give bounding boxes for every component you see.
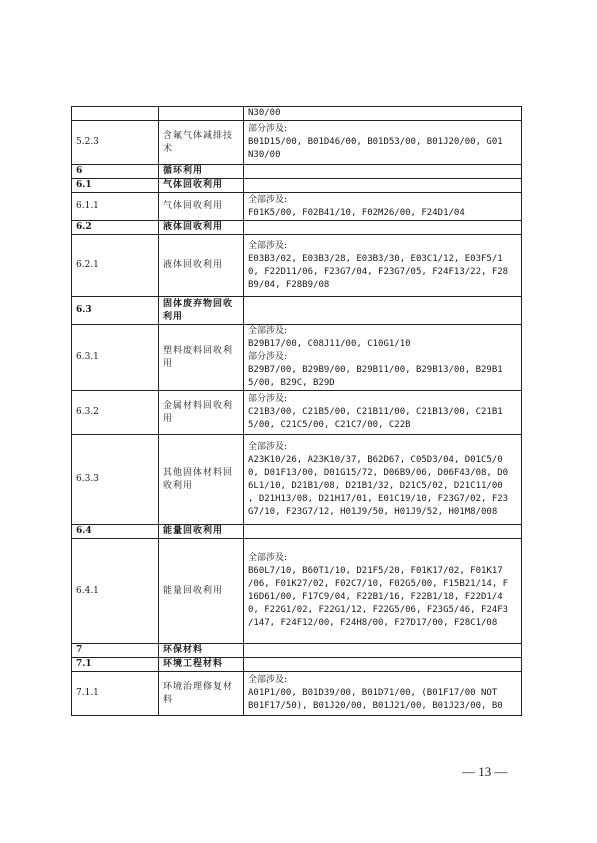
row-code: 6.2.1: [72, 235, 159, 297]
row-code: 6.1: [72, 179, 159, 193]
code-line: G7/10, F23G7/12, H01J9/50, H01J9/52, H01M8/008: [248, 506, 498, 517]
scope-label: 全部涉及:: [248, 194, 288, 205]
table-row: [72, 325, 522, 391]
table-row: [72, 107, 522, 121]
table-row: [72, 644, 522, 658]
code-line: 6L1/10, D21B1/08, D21B1/32, D21C5/02, D21C11/00: [248, 480, 503, 491]
row-classification-codes: [244, 644, 522, 658]
code-line: B01F17/50), B01J20/00, B01J21/00, B01J23/00, B0: [248, 701, 503, 711]
code-line: , D21H13/08, D21H17/01, E01C19/10, F23G7/02, F23: [248, 493, 509, 504]
table-row: [72, 297, 522, 325]
scope-label: 全部涉及:: [248, 240, 288, 251]
scope-label: 部分涉及:: [248, 394, 288, 404]
code-line: 0, F22D11/06, F23G7/04, F23G7/05, F24F13/22, F28: [248, 266, 509, 277]
code-line: B9/04, F28B9/08: [248, 279, 330, 290]
table-row: [72, 539, 522, 644]
row-classification-codes: [244, 193, 522, 221]
code-line: N30/00: [248, 108, 281, 118]
scope-label: 部分涉及:: [248, 352, 288, 362]
code-line: 16D61/00, F17C9/04, F22B1/16, F22B1/18, F22D1/4: [248, 592, 503, 602]
row-code: 7: [72, 644, 159, 658]
code-line: 5/00, C21C5/00, C21C7/00, C22B: [248, 420, 411, 430]
table-row: [72, 672, 522, 716]
row-code: 6.2: [72, 221, 159, 235]
table-row: [72, 179, 522, 193]
row-code: 7.1: [72, 658, 159, 672]
code-line: B29B17/00, C08J11/00, C10G1/10: [248, 339, 411, 349]
row-classification-codes: [244, 672, 522, 716]
code-line: /06, F01K27/02, F02C7/10, F02G5/00, F15B21/14, F: [248, 579, 509, 589]
table-row: [72, 658, 522, 672]
row-code: 6.3.2: [72, 391, 159, 435]
row-classification-codes: [244, 658, 522, 672]
scope-label: 全部涉及:: [248, 675, 288, 685]
row-classification-codes: [244, 235, 522, 297]
row-category-name: 固体废弃物回收利用: [159, 297, 244, 325]
scope-label: 全部涉及:: [248, 441, 288, 452]
scope-label: 部分涉及:: [248, 124, 288, 134]
table-row: [72, 391, 522, 435]
row-classification-codes: [244, 179, 522, 193]
row-category-name: 液体回收利用: [159, 235, 244, 297]
table-row: [72, 121, 522, 165]
row-code: 6.1.1: [72, 193, 159, 221]
table-row: [72, 525, 522, 539]
row-code: 6: [72, 165, 159, 179]
code-line: A01P1/00, B01D39/00, B01D71/00, (B01F17/00 NOT: [248, 688, 498, 698]
table-row: [72, 165, 522, 179]
row-code: 5.2.3: [72, 121, 159, 165]
row-category-name: [159, 107, 244, 121]
row-classification-codes: [244, 107, 522, 121]
code-line: A23K10/26, A23K10/37, B62D67, C05D3/04, D01C5/0: [248, 454, 503, 465]
code-line: C21B3/00, C21B5/00, C21B11/00, C21B13/00, C21B1: [248, 407, 503, 417]
row-code: [72, 107, 159, 121]
row-category-name: 塑料废料回收利用: [159, 325, 244, 391]
row-code: 6.4: [72, 525, 159, 539]
row-classification-codes: [244, 325, 522, 391]
row-classification-codes: [244, 435, 522, 525]
row-classification-codes: [244, 539, 522, 644]
row-classification-codes: [244, 391, 522, 435]
table-row: [72, 193, 522, 221]
code-line: 5/00, B29C, B29D: [248, 378, 335, 388]
row-category-name: 能量回收利用: [159, 539, 244, 644]
row-code: 6.3.3: [72, 435, 159, 525]
code-line: F01K5/00, F02B41/10, F02M26/00, F24D1/04: [248, 207, 465, 218]
row-classification-codes: [244, 121, 522, 165]
page-number: — 13 —: [462, 764, 508, 779]
row-category-name: 气体回收利用: [159, 193, 244, 221]
scope-label: 全部涉及:: [248, 553, 288, 563]
scope-label: 全部涉及:: [248, 326, 288, 336]
row-category-name: 环境工程材料: [159, 658, 244, 672]
row-classification-codes: [244, 221, 522, 235]
code-line: B60L7/10, B60T1/10, D21F5/20, F01K17/02, F01K17: [248, 566, 503, 576]
table-row: [72, 221, 522, 235]
row-code: 6.3: [72, 297, 159, 325]
row-classification-codes: [244, 297, 522, 325]
row-code: 7.1.1: [72, 672, 159, 716]
code-line: 0, D01F13/00, D01G15/72, D06B9/06, D06F43/08, D0: [248, 467, 509, 478]
classification-table: [71, 106, 522, 716]
row-category-name: 能量回收利用: [159, 525, 244, 539]
row-category-name: 气体回收利用: [159, 179, 244, 193]
row-classification-codes: [244, 525, 522, 539]
table-row: [72, 435, 522, 525]
row-category-name: 循环利用: [159, 165, 244, 179]
code-line: 0, F22G1/02, F22G1/12, F22G5/06, F23G5/46, F24F3: [248, 605, 509, 615]
code-line: E03B3/02, E03B3/28, E03B3/30, E03C1/12, E03F5/1: [248, 253, 503, 264]
code-line: N30/00: [248, 150, 281, 160]
row-category-name: 液体回收利用: [159, 221, 244, 235]
code-line: B29B7/00, B29B9/00, B29B11/00, B29B13/00, B29B1: [248, 365, 503, 375]
table-row: [72, 235, 522, 297]
code-line: B01D15/00, B01D46/00, B01D53/00, B01J20/00, G01: [248, 137, 503, 147]
row-code: 6.3.1: [72, 325, 159, 391]
row-category-name: 金属材料回收利用: [159, 391, 244, 435]
row-code: 6.4.1: [72, 539, 159, 644]
row-category-name: 含氟气体减排技术: [159, 121, 244, 165]
row-category-name: 环境治理修复材料: [159, 672, 244, 716]
row-classification-codes: [244, 165, 522, 179]
row-category-name: 环保材料: [159, 644, 244, 658]
row-category-name: 其他固体材料回收利用: [159, 435, 244, 525]
table-body: [72, 107, 522, 716]
code-line: /147, F24F12/00, F24H8/00, F27D17/00, F28C1/08: [248, 618, 498, 628]
